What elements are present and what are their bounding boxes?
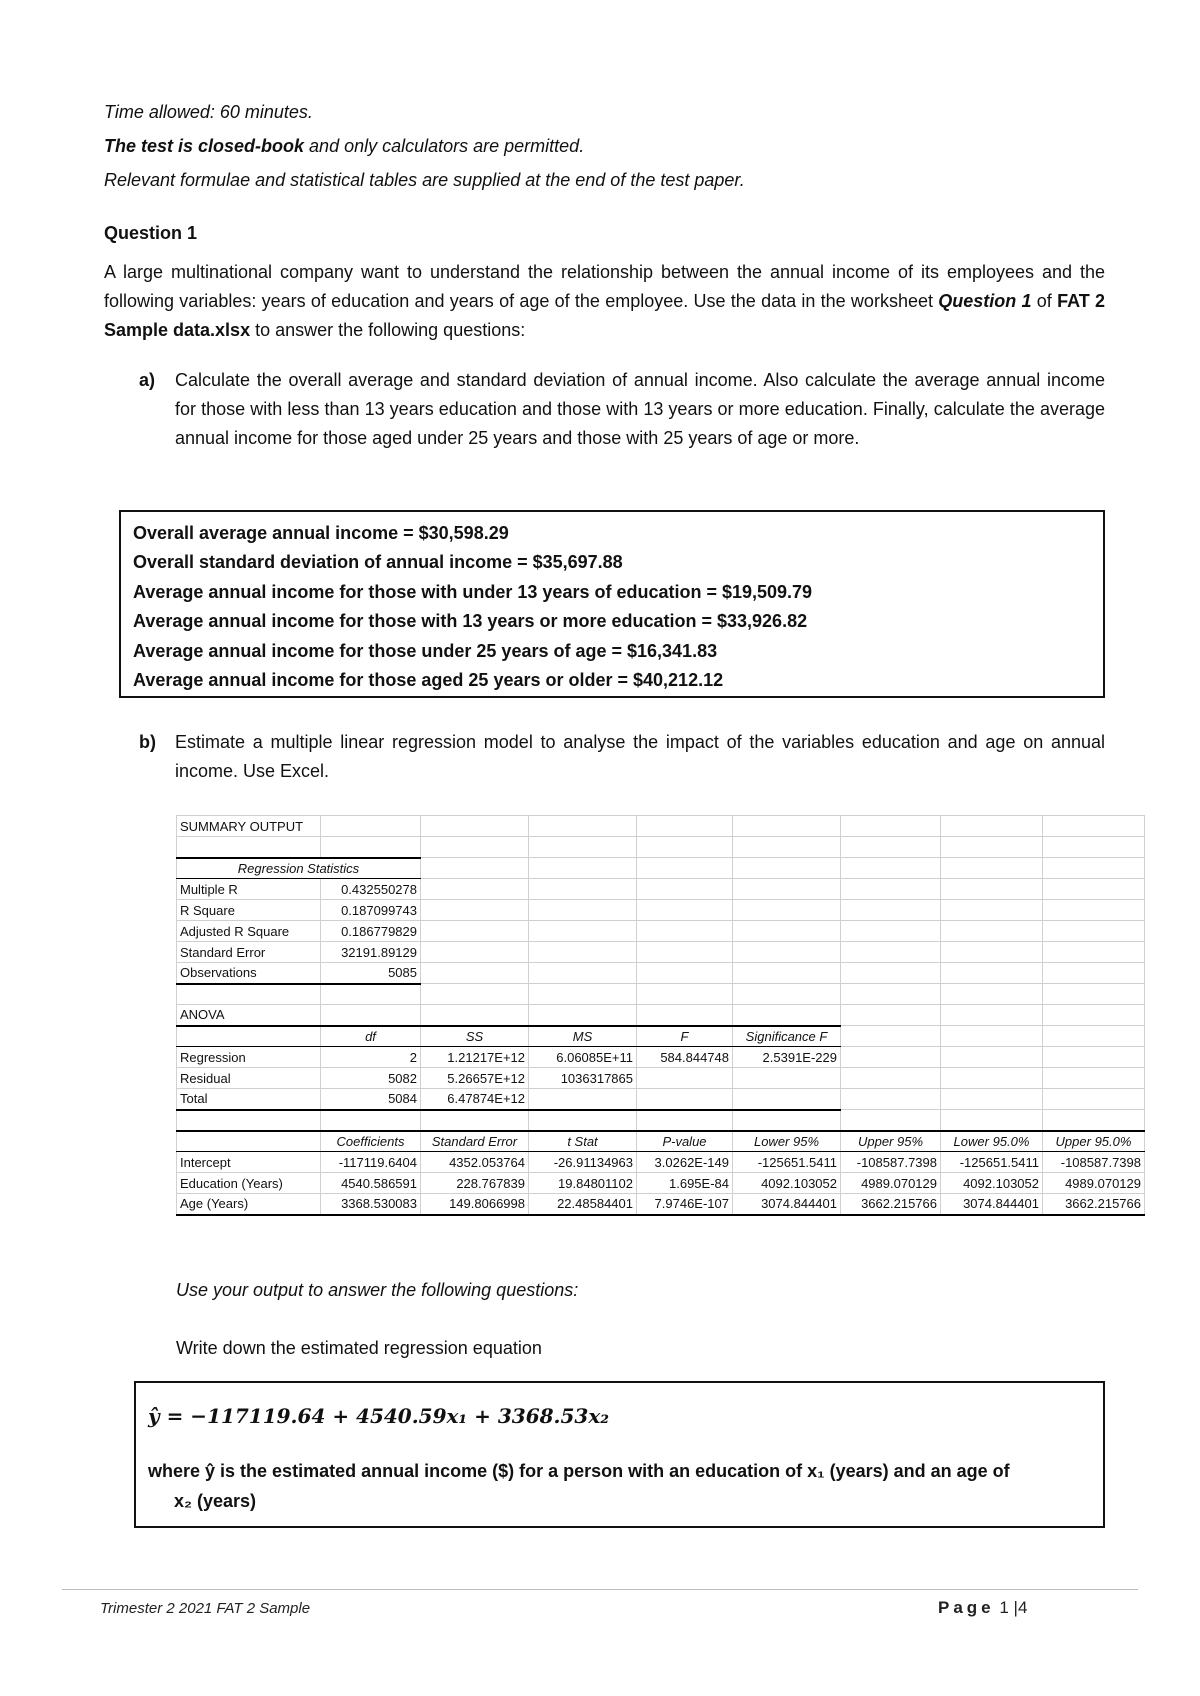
table-row bbox=[177, 1152, 1145, 1173]
stat-value: 0.187099743 bbox=[321, 900, 421, 921]
coef-cell: 4989.070129 bbox=[1043, 1173, 1145, 1194]
coef-header: Standard Error bbox=[421, 1131, 529, 1152]
anova-header: F bbox=[637, 1026, 733, 1047]
anova-label: ANOVA bbox=[177, 1005, 321, 1026]
coef-cell: 7.9746E-107 bbox=[637, 1194, 733, 1215]
table-row bbox=[177, 1047, 1145, 1068]
table-row bbox=[177, 1089, 1145, 1110]
coef-cell: 4989.070129 bbox=[841, 1173, 941, 1194]
equation-explanation: where ŷ is the estimated annual income ($) for a person with an education of x₁ (years) and an age of bbox=[148, 1461, 1010, 1481]
use-output-instruction: Use your output to answer the following questions: bbox=[176, 1280, 579, 1300]
table-row bbox=[177, 816, 1145, 837]
time-allowed: Time allowed: 60 minutes. bbox=[104, 102, 313, 122]
anova-cell: 1036317865 bbox=[529, 1068, 637, 1089]
answer-a-line: Overall average annual income = $30,598.29 bbox=[133, 523, 509, 543]
coef-cell: 22.48584401 bbox=[529, 1194, 637, 1215]
coef-cell: 4352.053764 bbox=[421, 1152, 529, 1173]
footer-title: Trimester 2 2021 FAT 2 Sample bbox=[100, 1600, 311, 1617]
coef-cell: -108587.7398 bbox=[1043, 1152, 1145, 1173]
anova-header: Significance F bbox=[733, 1026, 841, 1047]
stat-label: Observations bbox=[177, 963, 321, 984]
anova-cell bbox=[733, 1068, 841, 1089]
table-row bbox=[177, 879, 1145, 900]
coef-header: Lower 95.0% bbox=[941, 1131, 1043, 1152]
anova-cell bbox=[733, 1089, 841, 1110]
formulae-note: Relevant formulae and statistical tables are supplied at the end of the test paper. bbox=[104, 170, 745, 190]
coef-cell: -125651.5411 bbox=[733, 1152, 841, 1173]
footer-divider bbox=[62, 1589, 1138, 1590]
table-row bbox=[177, 1005, 1145, 1026]
stat-value: 5085 bbox=[321, 963, 421, 984]
part-b-label: b) bbox=[139, 732, 156, 752]
coef-header: Upper 95% bbox=[841, 1131, 941, 1152]
anova-header: df bbox=[321, 1026, 421, 1047]
summary-output-title: SUMMARY OUTPUT bbox=[177, 816, 321, 837]
coef-header: Coefficients bbox=[321, 1131, 421, 1152]
regression-equation: ŷ = −117119.64 + 4540.59x₁ + 3368.53x₂ bbox=[148, 1404, 610, 1428]
equation-box bbox=[134, 1381, 1105, 1528]
closed-book-note: The test is closed-book and only calculators are permitted. bbox=[104, 136, 585, 156]
coef-cell: 3074.844401 bbox=[941, 1194, 1043, 1215]
table-row bbox=[177, 1026, 1145, 1047]
coef-cell: 1.695E-84 bbox=[637, 1173, 733, 1194]
table-row bbox=[177, 1068, 1145, 1089]
anova-cell bbox=[529, 1089, 637, 1110]
coef-cell: 4540.586591 bbox=[321, 1173, 421, 1194]
coef-cell: 19.84801102 bbox=[529, 1173, 637, 1194]
anova-cell: 5082 bbox=[321, 1068, 421, 1089]
anova-cell: 2 bbox=[321, 1047, 421, 1068]
coef-cell: 4092.103052 bbox=[941, 1173, 1043, 1194]
stat-label: Multiple R bbox=[177, 879, 321, 900]
table-row bbox=[177, 1173, 1145, 1194]
stat-value: 0.432550278 bbox=[321, 879, 421, 900]
coef-cell: -26.91134963 bbox=[529, 1152, 637, 1173]
answer-a-line: Average annual income for those under 25 years of age = $16,341.83 bbox=[133, 640, 718, 661]
coef-cell: 4092.103052 bbox=[733, 1173, 841, 1194]
coef-header: Lower 95% bbox=[733, 1131, 841, 1152]
anova-cell: 584.844748 bbox=[637, 1047, 733, 1068]
coef-cell: 3.0262E-149 bbox=[637, 1152, 733, 1173]
table-row bbox=[177, 837, 1145, 858]
regression-statistics-header: Regression Statistics bbox=[177, 858, 421, 879]
coef-cell: 3368.530083 bbox=[321, 1194, 421, 1215]
anova-row-label: Total bbox=[177, 1089, 321, 1110]
regression-output-table bbox=[176, 815, 1145, 1216]
write-down-instruction: Write down the estimated regression equation bbox=[176, 1338, 542, 1358]
stat-label: Standard Error bbox=[177, 942, 321, 963]
stat-label: R Square bbox=[177, 900, 321, 921]
coef-cell: 149.8066998 bbox=[421, 1194, 529, 1215]
anova-cell bbox=[637, 1089, 733, 1110]
coef-cell: 228.767839 bbox=[421, 1173, 529, 1194]
anova-cell: 5084 bbox=[321, 1089, 421, 1110]
coef-row-label: Intercept bbox=[177, 1152, 321, 1173]
answer-a-line: Average annual income for those with under 13 years of education = $19,509.79 bbox=[133, 581, 813, 602]
table-row bbox=[177, 1110, 1145, 1131]
part-a-label: a) bbox=[139, 370, 156, 390]
coef-header: Upper 95.0% bbox=[1043, 1131, 1145, 1152]
page-number: Page 1 |4 bbox=[938, 1598, 1028, 1617]
answer-a-box bbox=[119, 510, 1105, 698]
table-row bbox=[177, 1194, 1145, 1215]
stat-label: Adjusted R Square bbox=[177, 921, 321, 942]
anova-cell: 6.47874E+12 bbox=[421, 1089, 529, 1110]
anova-cell: 1.21217E+12 bbox=[421, 1047, 529, 1068]
coef-cell: -125651.5411 bbox=[941, 1152, 1043, 1173]
part-b-text: Estimate a multiple linear regression model to analyse the impact of the variables education and age on annual income. Use Excel. bbox=[175, 732, 1105, 781]
table-row bbox=[177, 900, 1145, 921]
equation-explanation-cont: x₂ (years) bbox=[174, 1491, 257, 1511]
answer-a-line: Average annual income for those with 13 years or more education = $33,926.82 bbox=[133, 611, 808, 632]
coef-cell: 3662.215766 bbox=[841, 1194, 941, 1215]
question-title: Question 1 bbox=[104, 223, 198, 243]
coef-header: t Stat bbox=[529, 1131, 637, 1152]
anova-header: MS bbox=[529, 1026, 637, 1047]
coef-header: P-value bbox=[637, 1131, 733, 1152]
table-row bbox=[177, 942, 1145, 963]
anova-cell: 2.5391E-229 bbox=[733, 1047, 841, 1068]
table-row bbox=[177, 921, 1145, 942]
coef-cell: -108587.7398 bbox=[841, 1152, 941, 1173]
anova-cell bbox=[637, 1068, 733, 1089]
coef-cell: 3074.844401 bbox=[733, 1194, 841, 1215]
answer-a-line: Average annual income for those aged 25 years or older = $40,212.12 bbox=[133, 670, 724, 691]
coef-row-label: Age (Years) bbox=[177, 1194, 321, 1215]
coef-cell: 3662.215766 bbox=[1043, 1194, 1145, 1215]
anova-row-label: Regression bbox=[177, 1047, 321, 1068]
coef-row-label: Education (Years) bbox=[177, 1173, 321, 1194]
anova-header: SS bbox=[421, 1026, 529, 1047]
table-row bbox=[177, 963, 1145, 984]
anova-row-label: Residual bbox=[177, 1068, 321, 1089]
stat-value: 32191.89129 bbox=[321, 942, 421, 963]
table-row bbox=[177, 1131, 1145, 1152]
coef-cell: -117119.6404 bbox=[321, 1152, 421, 1173]
part-a-text: Calculate the overall average and standard deviation of annual income. Also calculate the average annual income for those with less than 13 years education and those with 13 years or more education. Finally, calculate the average annual income for those aged under 25 years and those with 25 years of age or more. bbox=[175, 370, 1105, 448]
table-row bbox=[177, 858, 1145, 879]
anova-cell: 6.06085E+11 bbox=[529, 1047, 637, 1068]
anova-cell: 5.26657E+12 bbox=[421, 1068, 529, 1089]
answer-a-line: Overall standard deviation of annual income = $35,697.88 bbox=[133, 552, 623, 573]
table-row bbox=[177, 984, 1145, 1005]
question-intro: A large multinational company want to understand the relationship between the annual income of its employees and the following variables: years of education and years of age of the employee. Use the data in the worksheet Question 1 of FAT 2 Sample data.xlsx to answer the following questions: bbox=[104, 262, 1106, 340]
stat-value: 0.186779829 bbox=[321, 921, 421, 942]
